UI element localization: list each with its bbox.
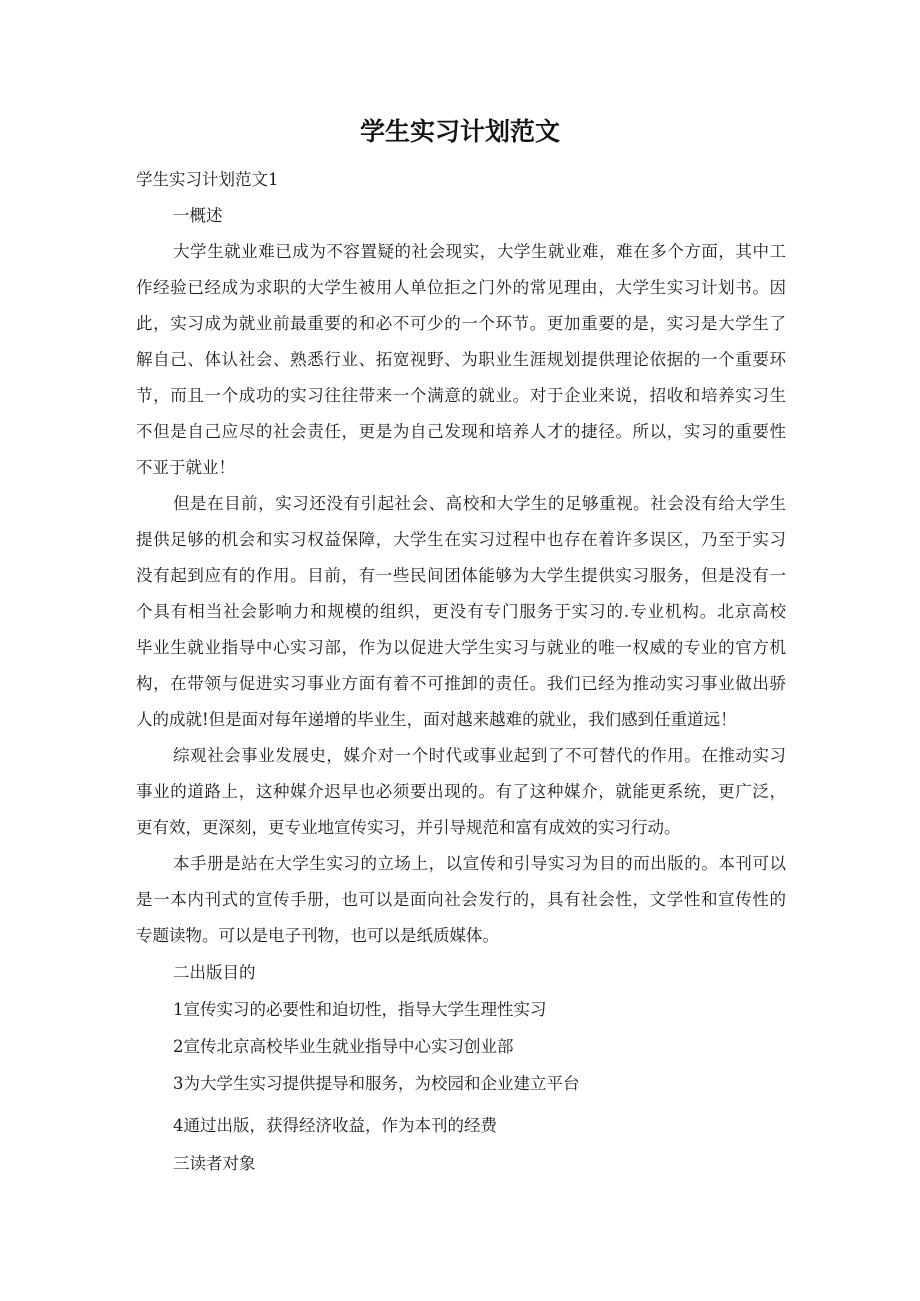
list-item: 2宣传北京高校毕业生就业指导中心实习创业部 <box>173 1037 514 1056</box>
subheading: 三读者对象 <box>173 1154 256 1173</box>
list-item: 1宣传实习的必要性和迫切性，指导大学生理性实习 <box>173 1000 547 1019</box>
paragraph-line: 此，实习成为就业前最重要的和必不可少的一个环节。更加重要的是，实习是大学生了 <box>136 314 786 333</box>
paragraph-line: 更有效，更深刻，更专业地宣传实习，并引导规范和富有成效的实习行动。 <box>136 818 681 837</box>
paragraph-line: 本手册是站在大学生实习的立场上，以宣传和引导实习为目的而出版的。本刊可以 <box>173 854 786 873</box>
paragraph-line: 毕业生就业指导中心实习部，作为以促进大学生实习与就业的唯一权威的专业的官方机 <box>136 638 786 657</box>
paragraph-line: 专题读物。可以是电子刊物，也可以是纸质媒体。 <box>136 926 499 945</box>
paragraph-line: 不亚于就业！ <box>136 458 235 477</box>
paragraph-line: 是一本内刊式的宣传手册，也可以是面向社会发行的，具有社会性，文学性和宣传性的 <box>136 890 786 909</box>
paragraph-line: 大学生就业难已成为不容置疑的社会现实，大学生就业难，难在多个方面，其中工 <box>173 242 786 261</box>
paragraph-line: 不但是自己应尽的社会责任，更是为自己发现和培养人才的捷径。所以，实习的重要性 <box>136 422 786 441</box>
subheading: 一概述 <box>173 206 223 225</box>
section-heading: 学生实习计划范文1 <box>136 170 279 189</box>
paragraph-line: 综观社会事业发展史，媒介对一个时代或事业起到了不可替代的作用。在推动实习 <box>173 746 786 765</box>
paragraph-line: 但是在目前，实习还没有引起社会、高校和大学生的足够重视。社会没有给大学生 <box>173 494 786 513</box>
paragraph-line: 节，而且一个成功的实习往往带来一个满意的就业。对于企业来说，招收和培养实习生 <box>136 386 786 405</box>
document-title: 学生实习计划范文 <box>359 117 560 146</box>
paragraph-line: 事业的道路上，这种媒介迟早也必须要出现的。有了这种媒介，就能更系统，更广泛， <box>136 782 786 801</box>
paragraph-line: 没有起到应有的作用。目前，有一些民间团体能够为大学生提供实习服务，但是没有一 <box>136 566 786 585</box>
paragraph-line: 个具有相当社会影响力和规模的组织，更没有专门服务于实习的.专业机构。北京高校 <box>136 602 786 621</box>
subheading: 二出版目的 <box>173 963 256 982</box>
paragraph-line: 人的成就!但是面对每年递增的毕业生，面对越来越难的就业，我们感到任重道远！ <box>136 710 737 729</box>
paragraph-line: 构，在带领与促进实习事业方面有着不可推卸的责任。我们已经为推动实习事业做出骄 <box>136 674 786 693</box>
paragraph-line: 解自己、体认社会、熟悉行业、拓宽视野、为职业生涯规划提供理论依据的一个重要环 <box>136 350 786 369</box>
list-item: 3为大学生实习提供提导和服务，为校园和企业建立平台 <box>173 1074 580 1093</box>
list-item: 4通过出版，获得经济收益，作为本刊的经费 <box>173 1116 497 1135</box>
paragraph-line: 提供足够的机会和实习权益保障，大学生在实习过程中也存在着许多误区，乃至于实习 <box>136 530 786 549</box>
paragraph-line: 作经验已经成为求职的大学生被用人单位拒之门外的常见理由，大学生实习计划书。因 <box>136 278 786 297</box>
